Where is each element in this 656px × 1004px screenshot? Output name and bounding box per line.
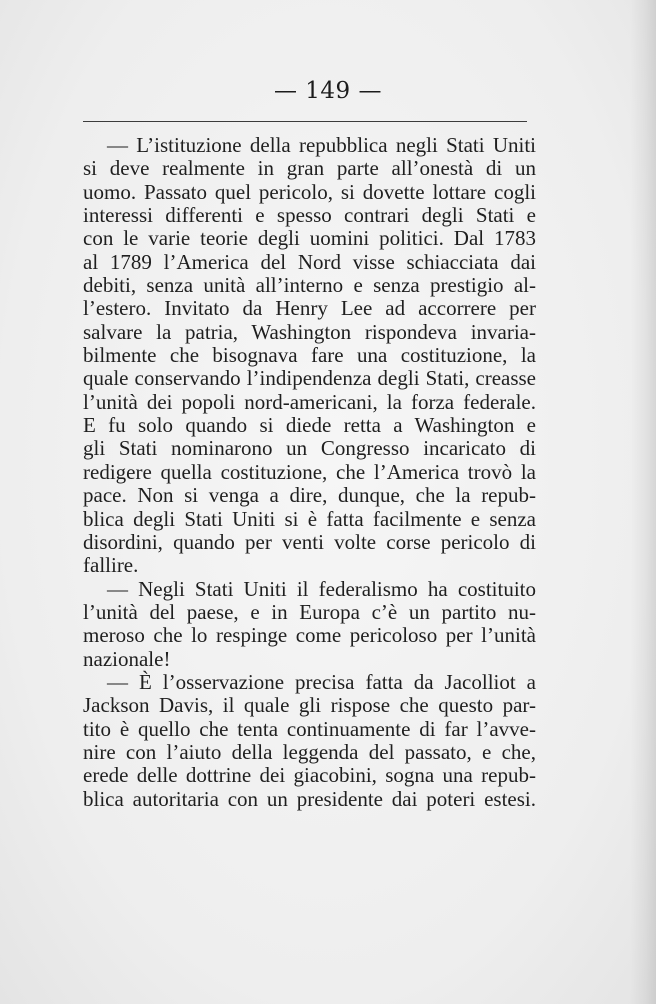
- text-line: disordini, quando per venti volte corse pericolo di: [83, 529, 536, 554]
- text-line: Jackson Davis, il quale gli rispose che questo par-: [83, 693, 536, 718]
- text-line: nire con l’aiuto della leggenda del passato, e che,: [83, 739, 536, 764]
- text-line: con le varie teorie degli uomini politici. Dal 1783: [83, 226, 536, 251]
- text-line: salvare la patria, Washington rispondeva invaria-: [83, 319, 536, 344]
- text-line: nazionale!: [83, 646, 171, 671]
- text-line: debiti, senza unità all’interno e senza prestigio al-: [83, 273, 536, 298]
- text-line: E fu solo quando si diede retta a Washington e: [83, 413, 536, 438]
- text-line: fallire.: [83, 553, 139, 578]
- text-line: l’unità dei popoli nord-americani, la forza federale.: [83, 389, 536, 414]
- text-line: si deve realmente in gran parte all’onestà di un: [83, 156, 536, 181]
- text-line: blica autoritaria con un presidente dai poteri estesi.: [83, 786, 536, 811]
- text-line: — Negli Stati Uniti il federalismo ha costituito: [107, 576, 536, 601]
- text-line: erede delle dottrine dei giacobini, sogna una repub-: [83, 763, 536, 788]
- text-line: pace. Non si venga a dire, dunque, che la repub-: [83, 483, 536, 508]
- text-line: — È l’osservazione precisa fatta da Jacolliot a: [107, 669, 536, 694]
- text-line: interessi differenti e spesso contrari degli Stati e: [83, 203, 536, 228]
- body-text: [83, 134, 536, 811]
- text-line: l’estero. Invitato da Henry Lee ad accorrere per: [83, 296, 536, 321]
- header-rule: [83, 121, 527, 122]
- text-line: gli Stati nominarono un Congresso incaricato di: [83, 436, 536, 461]
- page-number: — 149 —: [273, 78, 383, 104]
- text-line: redigere quella costituzione, che l’America trovò la: [83, 459, 536, 484]
- text-line: l’unità del paese, e in Europa c’è un partito nu-: [83, 599, 536, 624]
- text-line: — L’istituzione della repubblica negli Stati Uniti: [107, 133, 536, 157]
- text-line: uomo. Passato quel pericolo, si dovette lottare cogli: [83, 179, 536, 204]
- text-line: tito è quello che tenta continuamente di far l’avve-: [83, 716, 536, 741]
- page-edge-shadow: [630, 0, 656, 1004]
- text-line: bilmente che bisognava fare una costituzione, la: [83, 343, 536, 368]
- text-line: al 1789 l’America del Nord visse schiacciata dai: [83, 249, 536, 274]
- text-line: quale conservando l’indipendenza degli Stati, creasse: [83, 366, 536, 391]
- text-line: blica degli Stati Uniti si è fatta facilmente e senza: [83, 506, 536, 531]
- text-line: meroso che lo respinge come pericoloso per l’unità: [83, 623, 536, 648]
